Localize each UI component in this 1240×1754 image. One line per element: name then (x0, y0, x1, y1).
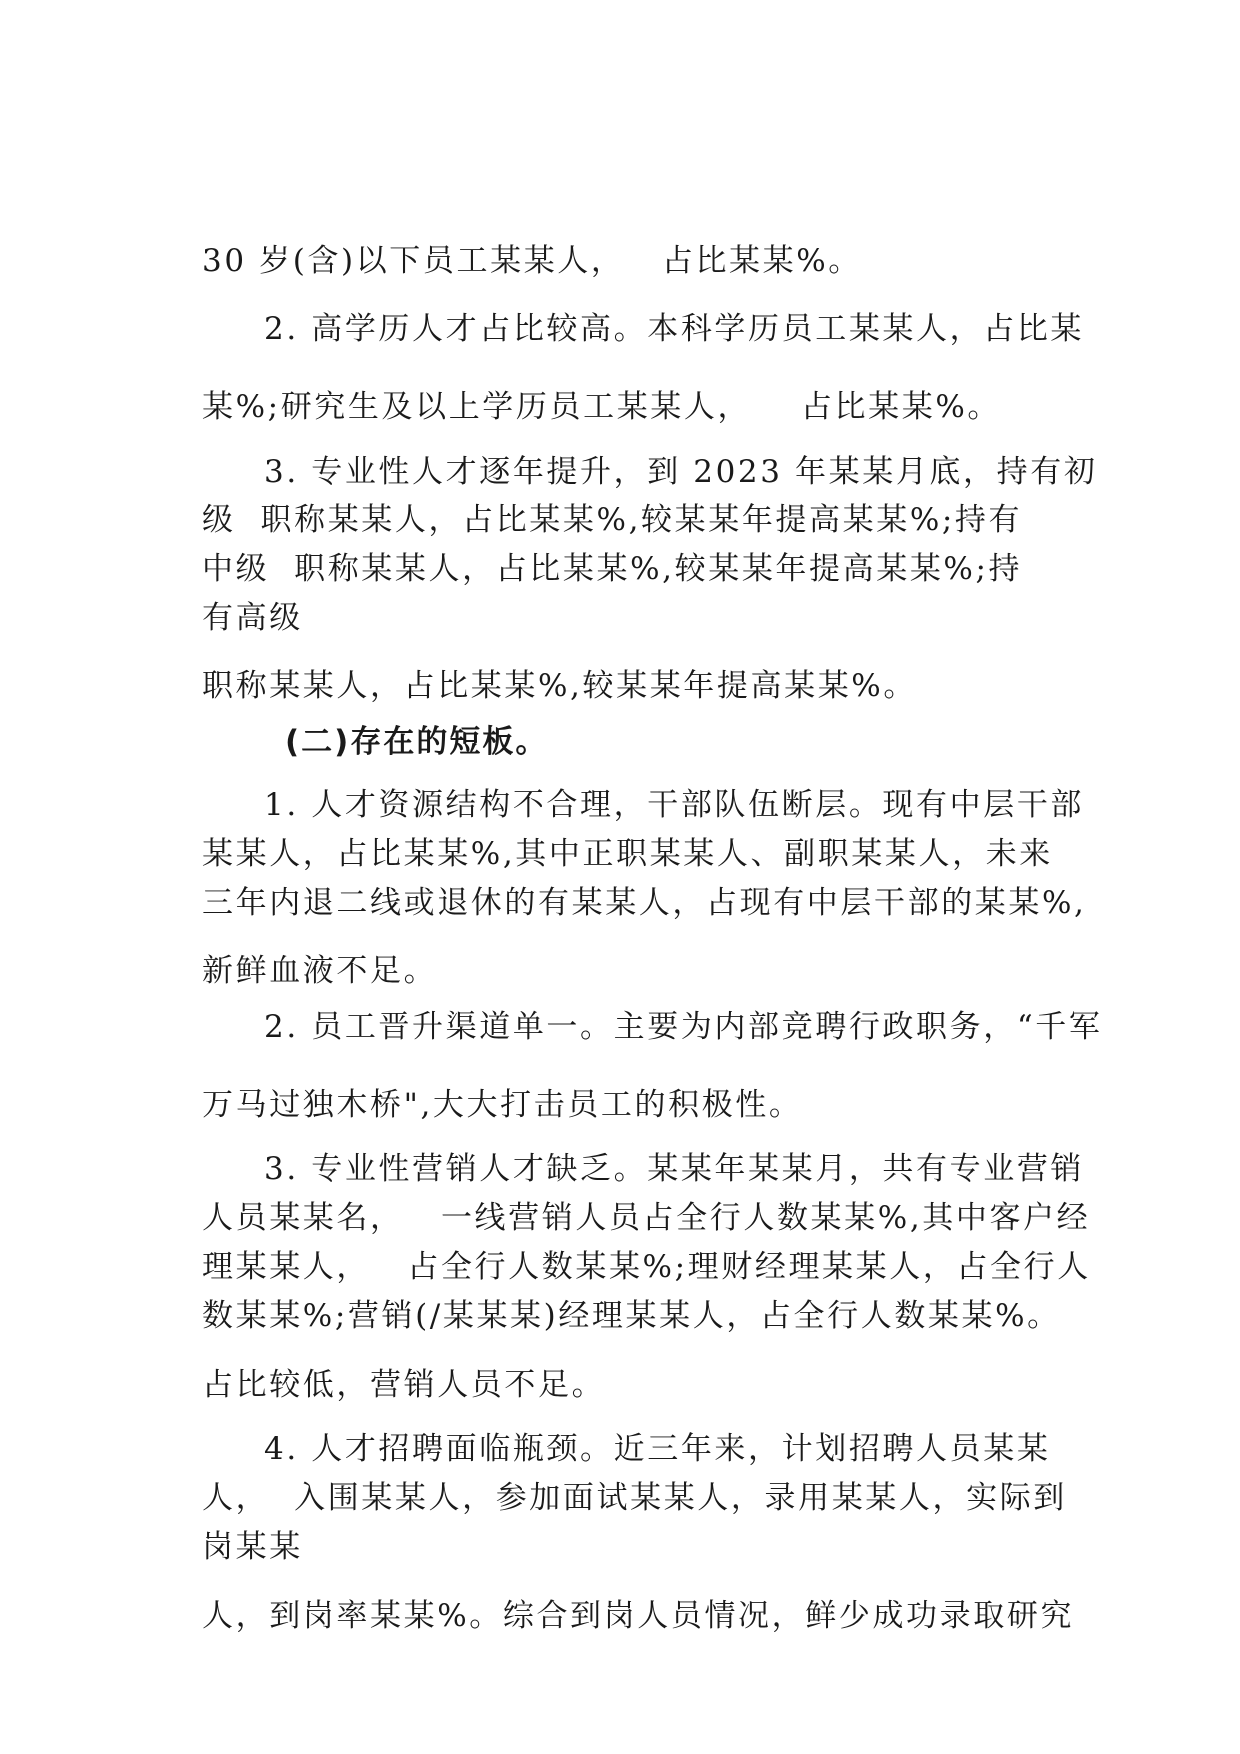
text-line: 1. 人才资源结构不合理，干部队伍断层。现有中层干部 (264, 787, 1085, 823)
text-line: 人员某某名， 一线营销人员占全行人数某某%,其中客户经 (202, 1200, 1091, 1236)
text-line: 占比较低，营销人员不足。 (202, 1367, 606, 1403)
text-line: 3. 专业性人才逐年提升，到 2023 年某某月底，持有初 (264, 454, 1098, 490)
text-line: 人，到岗率某某%。综合到岗人员情况，鲜少成功录取研究 (202, 1598, 1075, 1634)
text-line: 某%;研究生及以上学历员工某某人， 占比某某%。 (202, 389, 1001, 425)
text-line: 万马过独木桥",大大打击员工的积极性。 (202, 1087, 803, 1123)
text-line: 某某人，占比某某%,其中正职某某人、副职某某人，未来 (202, 836, 1053, 872)
text-line: 3. 专业性营销人才缺乏。某某年某某月，共有专业营销 (264, 1151, 1085, 1187)
text-line: 2. 高学历人才占比较高。本科学历员工某某人，占比某 (264, 311, 1085, 347)
text-line: 2. 员工晋升渠道单一。主要为内部竞聘行政职务，“千军 (264, 1009, 1103, 1045)
text-line: 有高级 (202, 600, 303, 636)
text-line: 岗某某 (202, 1529, 303, 1565)
text-line: 4. 人才招聘面临瓶颈。近三年来，计划招聘人员某某 (264, 1431, 1051, 1467)
text-line: 理某某人， 占全行人数某某%;理财经理某某人，占全行人 (202, 1249, 1091, 1285)
text-line: 新鲜血液不足。 (202, 953, 438, 989)
text-line: 人， 入围某某人，参加面试某某人，录用某某人，实际到 (202, 1480, 1067, 1516)
section-heading: (二)存在的短板。 (285, 724, 549, 760)
text-line: 级 职称某某人，占比某某%,较某某年提高某某%;持有 (202, 502, 1023, 538)
text-line: 三年内退二线或退休的有某某人，占现有中层干部的某某%, (202, 885, 1087, 921)
text-line: 职称某某人，占比某某%,较某某年提高某某%。 (202, 668, 917, 704)
text-line: 数某某%;营销(/某某某)经理某某人，占全行人数某某%。 (202, 1298, 1061, 1334)
text-line: 中级 职称某某人，占比某某%,较某某年提高某某%;持 (202, 551, 1023, 587)
text-line: 30 岁(含)以下员工某某人， 占比某某%。 (202, 243, 862, 279)
